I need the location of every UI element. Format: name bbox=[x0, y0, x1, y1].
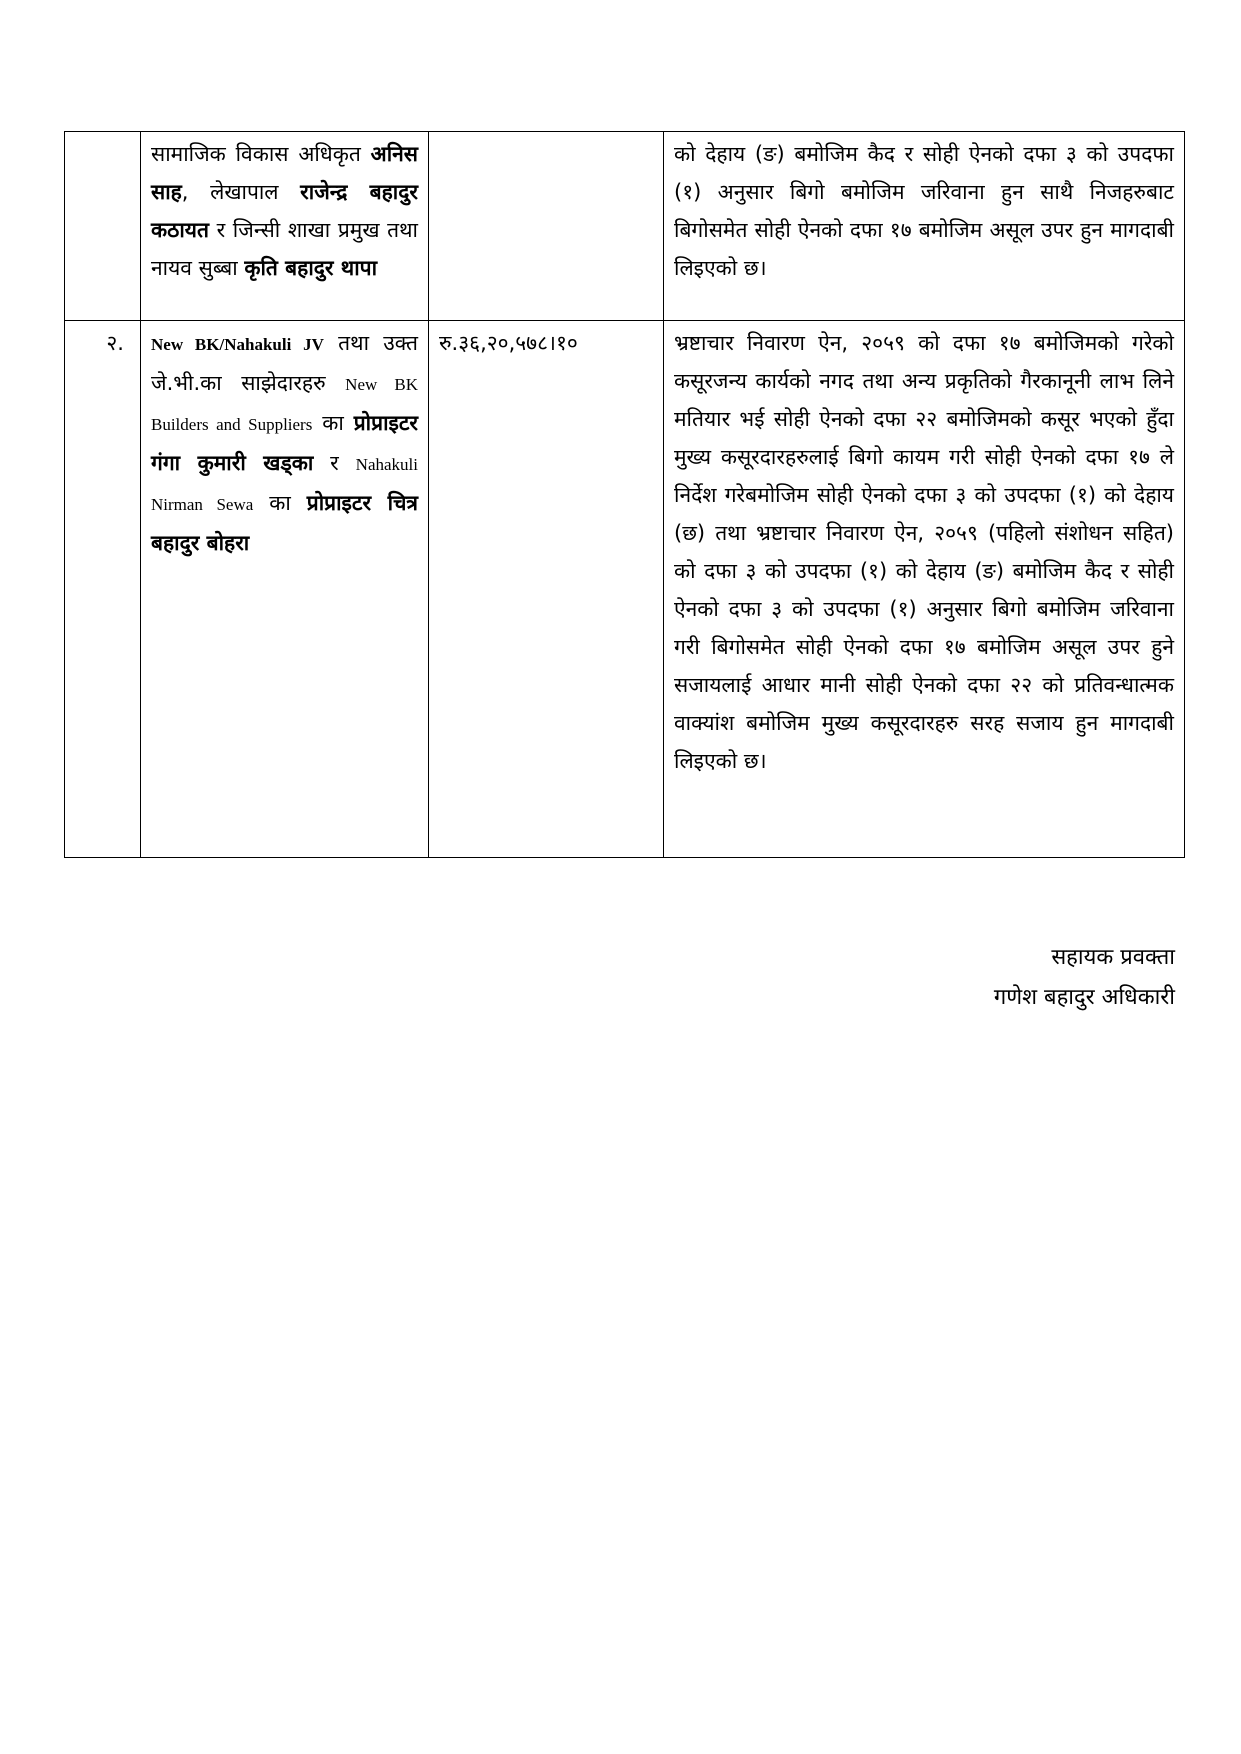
accused-text: , लेखापाल bbox=[181, 180, 301, 204]
serial-number-cell: २. bbox=[65, 321, 141, 858]
accused-cell bbox=[141, 321, 429, 858]
accused-text: का bbox=[253, 491, 307, 515]
signatory-title: सहायक प्रवक्ता bbox=[1051, 945, 1175, 970]
accused-name: कृति बहादुर थापा bbox=[244, 256, 378, 280]
accused-cell bbox=[141, 132, 429, 321]
accused-name: अनिस साह bbox=[151, 142, 418, 204]
accused-text: New BK Builders and Suppliers bbox=[151, 375, 418, 434]
amount-cell bbox=[429, 132, 664, 321]
accused-text: तथा उक्त जे.भी.का साझेदारहरु bbox=[151, 331, 418, 395]
claim-cell: भ्रष्टाचार निवारण ऐन, २०५९ को दफा १७ बमोजिमको गरेको कसूरजन्य कार्यको नगद तथा अन्य प्रकृतिको गैरकानूनी लाभ लिने मतियार भई सोही ऐनको दफा २२ बमोजिमको कसूर भएको हुँदा मुख्य कसूरदारहरुलाई बिगो कायम गरी सोही ऐनको दफा १७ ले निर्देश गरेबमोजिम सोही ऐनको दफा ३ को उपदफा (१) को देहाय (छ) तथा भ्रष्टाचार निवारण ऐन, २०५९ (पहिलो संशोधन सहित) को दफा ३ को उपदफा (१) को देहाय (ङ) बमोजिम कैद र सोही ऐनको दफा ३ को उपदफा (१) अनुसार बिगो बमोजिम जरिवाना गरी बिगोसमेत सोही ऐनको दफा १७ बमोजिम असूल उपर हुने सजायलाई आधार मानी सोही ऐनको दफा २२ को प्रतिवन्धात्मक वाक्यांश बमोजिम मुख्य कसूरदारहरु सरह सजाय हुन मागदाबी लिइएको छ। bbox=[664, 321, 1185, 858]
signatory-name: गणेश बहादुर अधिकारी bbox=[993, 985, 1175, 1010]
accused-text: र जिन्सी शाखा प्रमुख तथा नायव सुब्बा bbox=[151, 218, 418, 280]
accused-name: राजेन्द्र बहादुर कठायत bbox=[151, 180, 418, 242]
accused-text: का bbox=[312, 411, 354, 435]
accused-text: र bbox=[313, 451, 356, 475]
signature-block bbox=[994, 938, 1175, 1018]
table-row bbox=[65, 321, 1185, 858]
accused-name: प्रोप्राइटर गंगा कुमारी खड्का bbox=[151, 411, 418, 475]
accused-text: Nahakuli Nirman Sewa bbox=[151, 455, 418, 514]
table-row bbox=[65, 132, 1185, 321]
serial-number-cell bbox=[65, 132, 141, 321]
case-table bbox=[64, 131, 1185, 858]
amount-cell: रु.३६,२०,५७८।१० bbox=[429, 321, 664, 858]
accused-text: सामाजिक विकास अधिकृत bbox=[151, 142, 371, 166]
accused-name: New BK/Nahakuli JV bbox=[151, 335, 324, 354]
accused-name: प्रोप्राइटर चित्र बहादुर बोहरा bbox=[151, 491, 418, 555]
claim-cell: को देहाय (ङ) बमोजिम कैद र सोही ऐनको दफा ३ को उपदफा (१) अनुसार बिगो बमोजिम जरिवाना हुन साथै निजहरुबाट बिगोसमेत सोही ऐनको दफा १७ बमोजिम असूल उपर हुन मागदाबी लिइएको छ। bbox=[664, 132, 1185, 321]
